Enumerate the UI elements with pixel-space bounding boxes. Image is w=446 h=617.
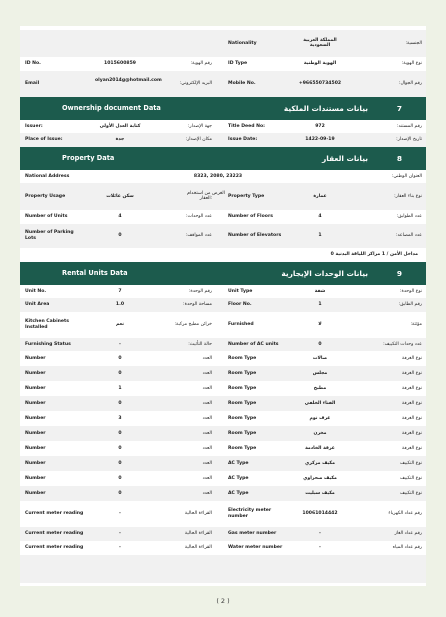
field-text: Title Deed No:	[228, 123, 265, 129]
field-text: 4	[118, 214, 122, 219]
field-text: نوع التكييف	[400, 490, 422, 496]
field-text: صالات	[312, 355, 328, 361]
field-row	[20, 555, 426, 583]
field-text: Number	[25, 385, 46, 391]
field-text: Number of AC units	[228, 341, 279, 347]
field-text: 1	[118, 385, 122, 391]
section-title-english: Ownership document Data	[62, 103, 161, 112]
field-text: 1422-09-19	[305, 137, 335, 142]
field-text: رقم المستند:	[396, 123, 422, 129]
field-text: العدد	[202, 445, 212, 451]
field-text: سكن عائلات	[106, 193, 134, 199]
field-text: العدد	[202, 355, 212, 361]
field-text: 0	[118, 445, 122, 451]
field-text: AC Type	[228, 460, 249, 466]
field-text: نوع الغرفة	[402, 385, 422, 391]
field-text: ID Type	[228, 61, 248, 66]
field-text: العدد	[202, 400, 212, 406]
section-header	[20, 262, 426, 285]
field-row	[20, 426, 426, 441]
field-row	[20, 366, 426, 381]
field-row	[20, 338, 426, 351]
field-row	[20, 210, 426, 224]
field-text: ID No.	[25, 61, 41, 66]
field-text: Number	[25, 445, 46, 451]
field-text: -	[119, 531, 121, 536]
field-text: Place of Issue:	[25, 137, 63, 142]
field-text: Issue Date:	[228, 137, 258, 142]
field-text: -	[119, 341, 121, 347]
field-text: 0	[318, 341, 322, 347]
field-row	[20, 285, 426, 298]
field-text: غرفة الخادمة	[305, 445, 335, 451]
field-text: 3	[118, 415, 122, 421]
field-row	[20, 57, 426, 71]
document-page	[20, 26, 426, 586]
field-text: مكان الإصدار:	[185, 137, 212, 142]
field-text: Number of Elevators	[228, 233, 282, 238]
field-text: شقة	[314, 288, 326, 294]
field-text: عدد وحدات التكييف:	[383, 341, 422, 347]
field-row	[20, 224, 426, 248]
field-text: رقم الجوال:	[398, 81, 422, 86]
field-text: نوع الغرفة	[402, 370, 422, 376]
field-text: مخزن	[313, 430, 327, 436]
section-header	[20, 97, 426, 120]
field-text: Number	[25, 430, 46, 436]
section-title-arabic: بيانات العقار	[322, 153, 368, 163]
field-text: -	[319, 545, 321, 550]
field-text: Water meter number	[228, 545, 283, 550]
field-text: نوع الهوية:	[401, 61, 422, 66]
field-text: العدد	[202, 490, 212, 496]
field-row	[20, 441, 426, 456]
field-text: Issuer:	[25, 123, 43, 129]
field-text: 0	[118, 400, 122, 406]
field-text: العدد	[202, 415, 212, 421]
field-text: Gas meter number	[228, 531, 277, 536]
field-text: Electricity meter	[228, 508, 272, 513]
field-text: رقم الهوية:	[190, 61, 212, 66]
field-text: Floor No.	[228, 302, 252, 307]
field-text: Current meter reading	[25, 511, 84, 516]
field-text: 7	[118, 288, 122, 294]
field-text: Furnished	[228, 322, 254, 327]
field-text: Current meter reading	[25, 531, 84, 536]
field-text: Unit Type	[228, 288, 253, 294]
field-text: AC Type	[228, 475, 249, 481]
section-number: 7	[396, 103, 402, 113]
section-header	[20, 147, 426, 170]
field-text: نوع التكييف	[400, 460, 422, 466]
field-text: عدد الوحدات:	[185, 214, 212, 219]
field-row	[20, 396, 426, 411]
field-text: نوع الغرفة	[402, 430, 422, 436]
field-row	[20, 351, 426, 366]
field-text: Furnishing Status	[25, 341, 71, 347]
field-text: AC Type	[228, 490, 249, 496]
field-text: رقم عداد الكهرباء	[388, 511, 422, 516]
field-row	[20, 133, 426, 147]
section-number: 8	[396, 153, 402, 163]
field-text: Lots	[25, 236, 37, 241]
field-text: نوع بناء العقار:	[394, 193, 422, 199]
field-text: خزائن مطبخ مركبة:	[174, 322, 212, 327]
field-text: غرف نوم	[309, 415, 331, 421]
field-text: 1	[318, 233, 322, 238]
field-text: حالة التأثيث:	[188, 341, 212, 347]
field-text: Room Type	[228, 415, 257, 421]
field-text: رقم عداد الغاز	[394, 531, 422, 536]
field-text: العدد	[202, 460, 212, 466]
field-text: Unit Area	[25, 302, 50, 307]
field-text: العدد	[202, 370, 212, 376]
field-text: Number	[25, 355, 46, 361]
field-row	[20, 120, 426, 133]
field-text: Property Usage	[25, 193, 66, 199]
field-text: الغرض من استخدام العقار:	[187, 190, 225, 202]
field-text: Room Type	[228, 430, 257, 436]
field-text: مكيف سبليت	[305, 490, 335, 496]
field-row	[20, 30, 426, 57]
field-text: 972	[315, 123, 325, 129]
field-row	[20, 501, 426, 527]
field-text: 1.0	[115, 302, 125, 307]
field-text: Room Type	[228, 400, 257, 406]
field-text: عدد المواقف:	[185, 233, 212, 238]
field-text: رقم الوحدة:	[188, 288, 212, 294]
field-text: 0	[118, 233, 122, 238]
field-text: نوع التكييف	[400, 475, 422, 481]
field-text: الجنسية:	[405, 40, 422, 46]
field-text: Room Type	[228, 370, 257, 376]
field-text: جدة	[115, 137, 125, 142]
field-text: Property Type	[228, 193, 265, 199]
field-row	[20, 486, 426, 501]
field-row	[20, 183, 426, 210]
field-text: نوع الغرفة	[402, 445, 422, 451]
field-text: Unit No.	[25, 288, 47, 294]
field-text: Number of Units	[25, 214, 68, 219]
section-number: 9	[396, 268, 402, 278]
field-text: Room Type	[228, 385, 257, 391]
field-text: Number of Parking	[25, 230, 74, 235]
field-text: 1	[318, 302, 322, 307]
field-text: Current meter reading	[25, 545, 84, 550]
field-text: Room Type	[228, 355, 257, 361]
field-text: كتابة العدل الأولى	[99, 123, 141, 129]
field-text: -	[319, 531, 321, 536]
field-text: مساحة الوحدة:	[183, 302, 212, 307]
facilities-note: مداخل الأمن / 1 مراكز اللياقة البدنية 0	[330, 252, 418, 257]
field-row	[20, 411, 426, 426]
field-row	[20, 456, 426, 471]
field-text: رقم عداد المياه	[392, 545, 422, 550]
field-text: 10061014442	[302, 511, 338, 516]
field-text: نوع الوحدة:	[399, 288, 422, 294]
field-text: National Address	[25, 173, 70, 179]
field-text: القراءة الحالية	[184, 545, 212, 550]
field-text: نعم	[116, 322, 124, 327]
field-text: 4	[318, 214, 322, 219]
field-text: -	[119, 545, 121, 550]
field-text: الهوية الوطنية	[303, 61, 337, 66]
field-text: 0	[118, 460, 122, 466]
field-text: القراءة الحالية	[184, 531, 212, 536]
field-text: -	[119, 511, 121, 516]
field-text: العدد	[202, 475, 212, 481]
field-text: مكيف صحراوي	[303, 475, 337, 481]
field-text: الفناء الخلفي	[304, 400, 336, 406]
field-text: 0	[118, 355, 122, 361]
field-text: olyan2014g@hotmail.com	[95, 78, 162, 83]
field-text: Email	[25, 81, 40, 86]
section-title-english: Rental Units Data	[62, 268, 128, 277]
field-text: Room Type	[228, 445, 257, 451]
field-text: Installed	[25, 325, 48, 330]
field-row	[20, 541, 426, 555]
field-text: مطبخ	[313, 385, 327, 391]
field-text: Number	[25, 460, 46, 466]
field-row	[20, 298, 426, 312]
field-text: Number	[25, 370, 46, 376]
field-text: عدد المصاعد:	[395, 233, 422, 238]
field-text: 0	[118, 370, 122, 376]
field-text: 8323, 2080, 23223	[193, 173, 243, 179]
field-text: القراءة الحالية	[184, 511, 212, 516]
field-text: 0	[118, 430, 122, 436]
field-text: العنوان الوطني:	[391, 173, 422, 179]
field-text: 1015600859	[104, 61, 136, 66]
field-text: Mobile No.	[228, 81, 256, 86]
field-text: البريد الإلكتروني:	[179, 81, 212, 86]
field-text: عدد الطوابق:	[396, 214, 422, 219]
field-row	[20, 170, 426, 183]
field-text: نوع الغرفة	[402, 415, 422, 421]
field-text: نوع الغرفة	[402, 355, 422, 361]
field-text: Number	[25, 400, 46, 406]
field-text: Number	[25, 415, 46, 421]
field-text: عمارة	[313, 193, 327, 199]
section-title-arabic: بيانات مستندات الملكية	[283, 103, 368, 113]
field-text: Number	[25, 490, 46, 496]
field-text: تاريخ الإصدار:	[396, 137, 422, 142]
field-text: Number of Floors	[228, 214, 273, 219]
field-text: العدد	[202, 385, 212, 391]
section-title-arabic: بيانات الوحدات الإيجارية	[281, 268, 368, 278]
field-text: لا	[318, 322, 322, 327]
field-row	[20, 312, 426, 338]
section-title-english: Property Data	[62, 153, 115, 162]
field-text: جهة الإصدار:	[187, 123, 212, 129]
field-text: مكيف مركزي	[305, 460, 335, 466]
field-text: Kitchen Cabinets	[25, 319, 69, 324]
field-row	[20, 471, 426, 486]
field-row	[20, 71, 426, 97]
field-text: نوع الغرفة	[402, 400, 422, 406]
field-text: Number	[25, 475, 46, 481]
field-text: Nationality	[228, 40, 257, 46]
field-text: المملكة العربية السعودية	[303, 37, 337, 49]
field-text: number	[228, 514, 248, 519]
field-text: +966550734502	[298, 81, 342, 86]
page-number: ( 2 )	[216, 597, 230, 605]
field-text: رقم الطابق:	[398, 302, 422, 307]
field-row	[20, 527, 426, 541]
field-text: العدد	[202, 430, 212, 436]
field-text: مؤثثة:	[410, 322, 422, 327]
field-text: 0	[118, 490, 122, 496]
field-row	[20, 381, 426, 396]
field-text: 0	[118, 475, 122, 481]
field-text: مجلس	[312, 370, 328, 376]
